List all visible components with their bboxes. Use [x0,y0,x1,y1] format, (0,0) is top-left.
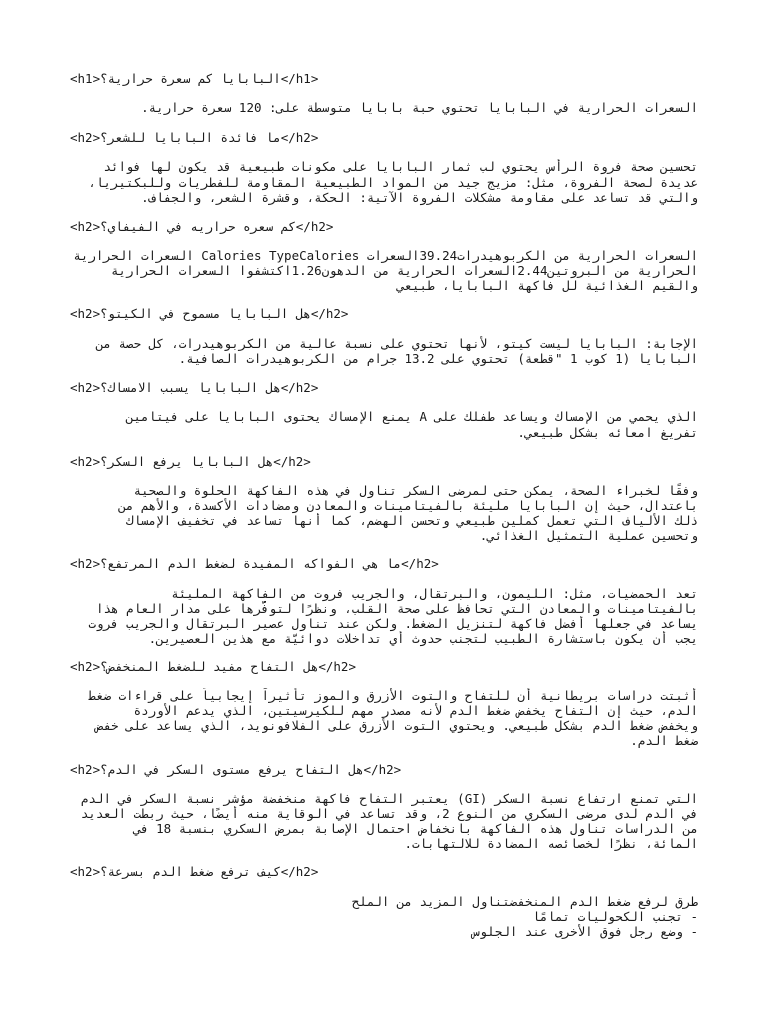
paragraph-line: تحسين صحة فروة الرأس يحتوي لب ثمار البابايا على مكونات طبيعية قد يكون لها فوائد [103,159,698,174]
paragraph-line: المائة، نظرًا لخصائصه المضادة للالتهابات. [404,836,698,851]
list-item: - تجنب الكحوليات تمامًا [532,909,698,924]
heading-h2: <h2>هل التفاح مفيد للضغط المنخفض؟</h2> [70,659,356,674]
paragraph-line: البابايا (1 كوب 1 "قطعة) تحتوي على 13.2 جرام من الكربوهيدرات الصافية. [178,351,698,366]
heading-h2: <h2>هل البابايا يرفع السكر؟</h2> [70,454,311,469]
paragraph-line: الدم، حيث إن التفاح يخفض ضغط الدم لأنه مصدر مهم للكيرسيتين، الذي يدعم الأوردة [133,703,698,718]
paragraph-line: الحرارية من البروتين2.44السعرات الحرارية من الدهون1.26اكتشفوا السعرات الحرارية [110,263,698,278]
paragraph-line: تفريغ امعائه بشكل طبيعي. [517,425,698,440]
list-item: - وضع رجل فوق الأخرى عند الجلوس [472,924,698,939]
paragraph-line: يساعد في جعلها أفضل فاكهة لتنزيل الضغط. ولكن عند تناول عصير البرتقال والجريب فروت [88,616,698,631]
paragraph-line: ذلك الألياف التي تعمل كملين طبيعي وتحسن الهضم، كما أنها تساعد في تخفيف الإمساك [126,513,698,528]
paragraph-line: بالفيتامينات والمعادن التي تحافظ على صحة القلب، ونظرًا لتوفُّرها على مدار العام هذا [95,601,698,616]
heading-h2: <h2>هل التفاح يرفع مستوى السكر في الدم؟</h2> [70,762,402,777]
paragraph-line: والتي قد تساعد على مقاومة مشكلات الفروة الآتية: الحكة، وقشرة الشعر، والجفاف. [141,190,698,205]
heading-h1: <h1>البابايا كم سعرة حرارية؟</h1> [70,71,319,86]
heading-h2: <h2>هل البابايا يسبب الامساك؟</h2> [70,380,319,395]
paragraph-line: وفقًا لخبراء الصحة، يمكن حتى لمرضى السكر تناول في هذه الفاكهة الحلوة والصحية [133,483,698,498]
paragraph-line: ضغط الدم. [630,733,698,748]
paragraph-line: عديدة لصحة الفروة، مثل: مزيج جيد من المواد الطبيعية المقاومة للفطريات وللبكتيريا، [88,175,698,190]
paragraph-line: أثبتت دراسات بريطانية أن للتفاح والتوت الأزرق والموز تأثيراً إيجابياً على قراءات ضغط [88,688,698,703]
paragraph-line: يجب أن يكون باستشارة الطبيب لتجنب حدوث أي تداخلات دوائيّة مع هذين العصيرين. [148,631,698,646]
heading-h2: <h2>ما فائدة البابايا للشعر؟</h2> [70,130,319,145]
paragraph-line: الذي يحمي من الإمساك ويساعد طفلك على A يمنع الإمساك يحتوى البابايا على فيتامين [126,409,698,424]
heading-h2: <h2>كم سعره حراريه في الفيفاي؟</h2> [70,219,334,234]
heading-h2: <h2>ما هي الفواكه المفيدة لضغط الدم المرتفع؟</h2> [70,556,439,571]
paragraph-line: في الدم لدى مرضى السكري من النوع 2، وقد تساعد في الوقاية منه أيضًا، حيث ربطت العديد [80,806,698,821]
paragraph-line: السعرات الحرارية من الكربوهيدرات39.24السعرات Calories TypeCalories السعرات الحرارية [73,248,698,263]
paragraph-line: وتحسين عملية التمثيل الغذائي. [479,528,698,543]
paragraph-line: باعتدال، حيث إن البابايا مليئة بالفيتامينات والمعادن ومضادات الأكسدة، والأهم من [118,498,698,513]
paragraph-line: التي تمنع ارتفاع نسبة السكر (GI) يعتبر التفاح فاكهة منخفضة مؤشر نسبة السكر في الدم [80,791,698,806]
paragraph-line: ويخفض ضغط الدم بشكل طبيعي. ويحتوي التوت الأزرق على الفلافونويد، الذي يساعد على خفض [95,718,698,733]
paragraph-line: طرق لرفع ضغط الدم المنخفضتناول المزيد من الملح [351,894,698,909]
heading-h2: <h2>كيف ترفع ضغط الدم بسرعة؟</h2> [70,864,319,879]
paragraph-line: من الدراسات تناول هذه الفاكهة بانخفاض احتمال الإصابة بمرض السكري بنسبة 18 في [133,821,698,836]
paragraph-line: السعرات الحرارية في البابايا تحتوي حبة بابايا متوسطة على: 120 سعرة حرارية. [141,100,698,115]
paragraph-line: تعد الحمضيات، مثل: الليمون، والبرتقال، والجريب فروت من الفاكهة المليئة [171,586,698,601]
paragraph-line: الإجابة: البابايا ليست كيتو، لأنها تحتوي على نسبة عالية من الكربوهيدرات، كل حصة من [95,336,698,351]
heading-h2: <h2>هل البابايا مسموح في الكيتو؟</h2> [70,306,349,321]
paragraph-line: والقيم الغذائية لل فاكهة البابايا، طبيعي [396,278,698,293]
